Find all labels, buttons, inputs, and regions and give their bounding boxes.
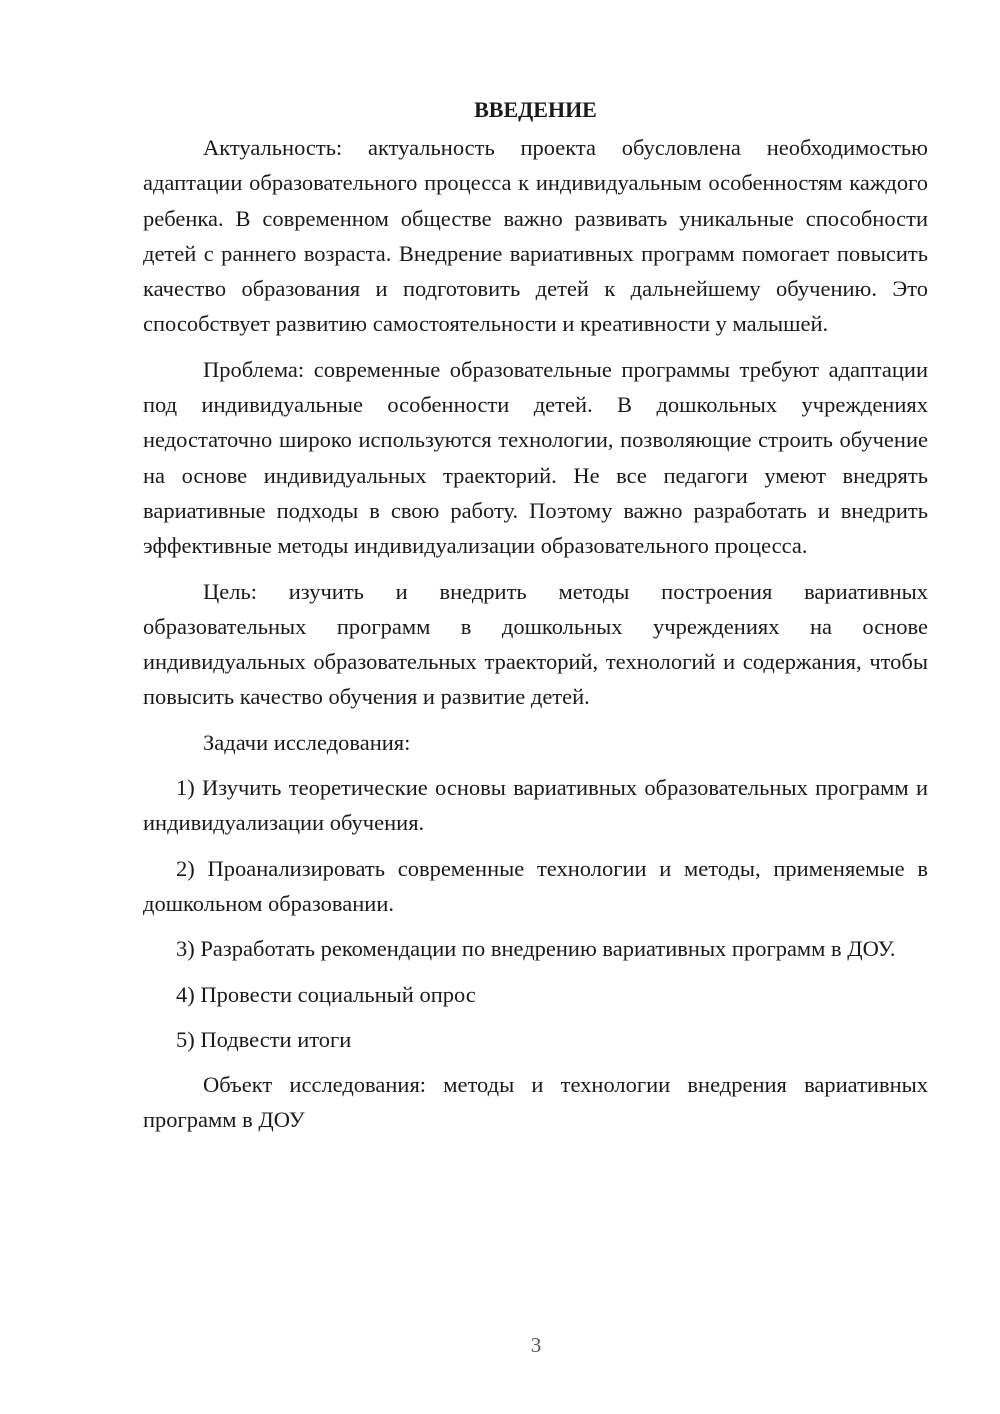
tasks-heading: Задачи исследования: bbox=[203, 729, 411, 755]
page-number: 3 bbox=[530, 1333, 542, 1357]
task-item-5: 5) Подвести итоги bbox=[176, 1026, 352, 1052]
task-item-3: 3) Разработать рекомендации по внедрению вариативных программ в ДОУ. bbox=[176, 936, 896, 962]
paragraph-goal: Цель: изучить и внедрить методы построения вариативных образовательных программ в дошкольных учреждениях на основе индивидуальных образовательных траекторий, технологий и содержания, чтобы повысить качество обучения и развитие детей. bbox=[143, 578, 928, 710]
task-item-2: 2) Проанализировать современные технологии и методы, применяемые в дошкольном образовании. bbox=[143, 855, 928, 916]
task-item-4: 4) Провести социальный опрос bbox=[176, 981, 476, 1007]
paragraph-object: Объект исследования: методы и технологии внедрения вариативных программ в ДОУ bbox=[143, 1072, 928, 1133]
page-title: ВВЕДЕНИЕ bbox=[474, 97, 597, 122]
task-item-1: 1) Изучить теоретические основы вариативных образовательных программ и индивидуализации обучения. bbox=[143, 775, 928, 836]
paragraph-problem: Проблема: современные образовательные программы требуют адаптации под индивидуальные особенности детей. В дошкольных учреждениях недостаточно широко используются технологии, позволяющие строить обучение на основе индивидуальных траекторий. Не все педагоги умеют внедрять вариативные подходы в свою работу. Поэтому важно разработать и внедрить эффективные методы индивидуализации образовательного процесса. bbox=[143, 356, 928, 559]
paragraph-relevance: Актуальность: актуальность проекта обусловлена необходимостью адаптации образовательного процесса к индивидуальным особенностям каждого ребенка. В современном обществе важно развивать уникальные способности детей с раннего возраста. Внедрение вариативных программ помогает повысить качество образования и подготовить детей к дальнейшему обучению. Это способствует развитию самостоятельности и креативности у малышей. bbox=[143, 135, 928, 337]
document-page bbox=[143, 92, 928, 1138]
